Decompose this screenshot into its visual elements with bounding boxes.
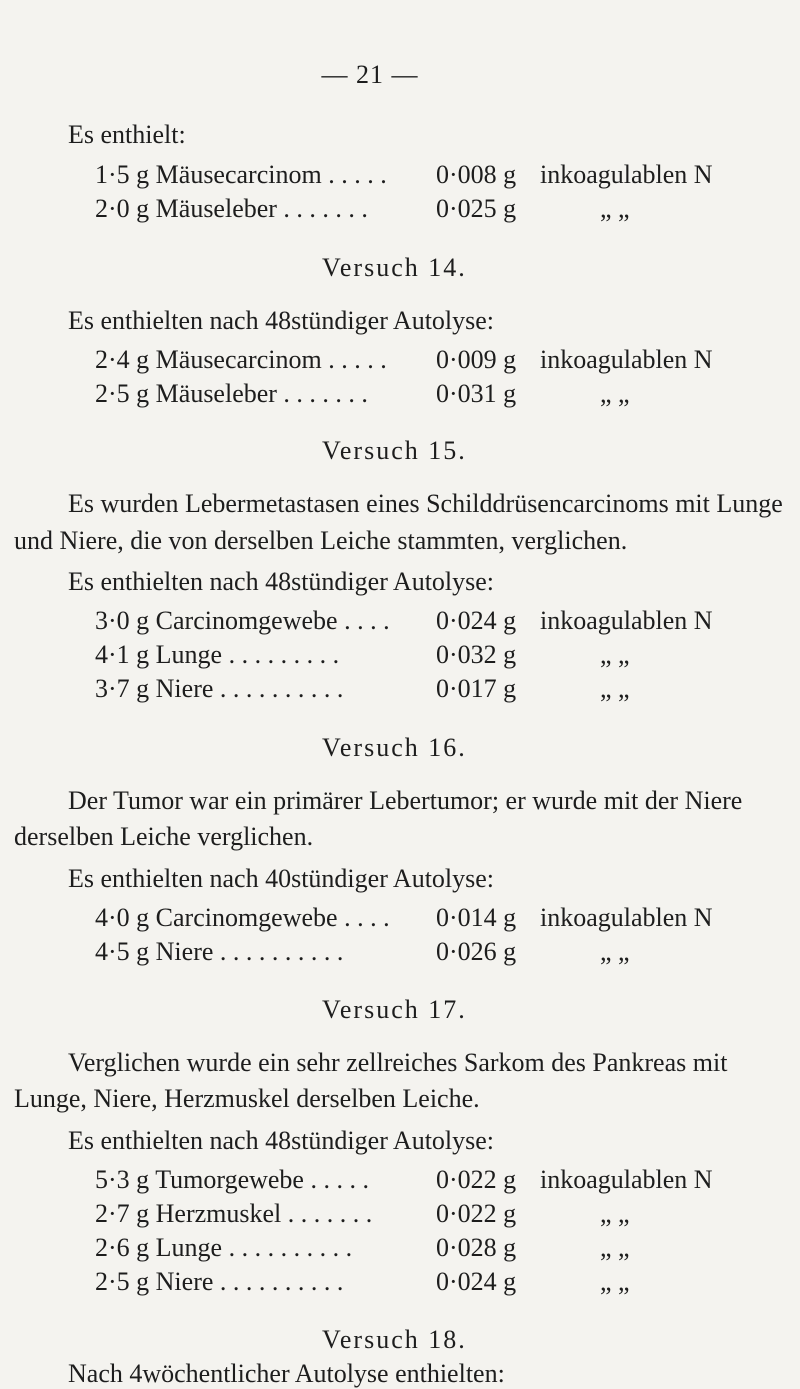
sample-label: 3·7 g Niere . . . . . . . . . .: [95, 674, 344, 703]
sample-value: 0·028 g: [436, 1233, 517, 1262]
sample-label: 4·5 g Niere . . . . . . . . . .: [95, 937, 344, 966]
intro-text: Es enthielten nach 48stündiger Autolyse:: [68, 306, 495, 335]
section-heading: Versuch 17.: [322, 995, 467, 1024]
sample-label: 2·7 g Herzmuskel . . . . . . .: [95, 1199, 373, 1228]
sample-value: 0·024 g: [436, 606, 517, 635]
paragraph-line: Der Tumor war ein primärer Lebertumor; er wurde mit der Niere: [68, 786, 743, 815]
table-row: [0, 937, 800, 967]
intro-text: Es enthielten nach 48stündiger Autolyse:: [68, 1126, 495, 1155]
sample-value: 0·025 g: [436, 194, 517, 223]
sample-label: 2·5 g Mäuseleber . . . . . . .: [95, 379, 368, 408]
paragraph-line: Lunge, Niere, Herzmuskel derselben Leiche.: [14, 1084, 480, 1113]
table-row: [0, 903, 800, 933]
table-row: [0, 1199, 800, 1229]
sample-value: 0·022 g: [436, 1165, 517, 1194]
section-heading: Versuch 14.: [322, 253, 467, 282]
paragraph-line: derselben Leiche verglichen.: [14, 822, 314, 851]
sample-label: 2·0 g Mäuseleber . . . . . . .: [95, 194, 368, 223]
sample-label: 5·3 g Tumorgewebe . . . . .: [95, 1165, 369, 1194]
sample-unit: „ „: [600, 937, 630, 966]
sample-label: 2·4 g Mäusecarcinom . . . . .: [95, 345, 387, 374]
paragraph-line: und Niere, die von derselben Leiche stammten, verglichen.: [14, 526, 628, 555]
sample-unit: „ „: [600, 1267, 630, 1296]
table-row: [0, 674, 800, 704]
sample-unit: „ „: [600, 1199, 630, 1228]
sample-unit: „ „: [600, 640, 630, 669]
intro-text: Nach 4wöchentlicher Autolyse enthielten:: [68, 1359, 505, 1388]
sample-value: 0·022 g: [436, 1199, 517, 1228]
table-row: [0, 640, 800, 670]
table-row: [0, 1267, 800, 1297]
sample-label: 4·0 g Carcinomgewebe . . . .: [95, 903, 390, 932]
table-row: [0, 1233, 800, 1263]
sample-value: 0·032 g: [436, 640, 517, 669]
intro-text: Es enthielten nach 48stündiger Autolyse:: [68, 567, 495, 596]
sample-unit: inkoagulablen N: [540, 160, 713, 189]
intro-text: Es enthielten nach 40stündiger Autolyse:: [68, 864, 495, 893]
sample-value: 0·024 g: [436, 1267, 517, 1296]
paragraph-line: Es wurden Lebermetastasen eines Schilddrüsencarcinoms mit Lunge: [68, 489, 783, 518]
sample-label: 3·0 g Carcinomgewebe . . . .: [95, 606, 390, 635]
sample-value: 0·026 g: [436, 937, 517, 966]
sample-value: 0·009 g: [436, 345, 517, 374]
table-row: [0, 379, 800, 409]
sample-value: 0·014 g: [436, 903, 517, 932]
paragraph-line: Verglichen wurde ein sehr zellreiches Sarkom des Pankreas mit: [68, 1048, 728, 1077]
sample-label: 2·6 g Lunge . . . . . . . . . .: [95, 1233, 353, 1262]
sample-value: 0·017 g: [436, 674, 517, 703]
table-row: [0, 345, 800, 375]
sample-unit: „ „: [600, 379, 630, 408]
sample-value: 0·031 g: [436, 379, 517, 408]
table-row: [0, 160, 800, 190]
page-number: — 21 —: [321, 60, 419, 89]
intro-text: Es enthielt:: [68, 120, 186, 149]
sample-label: 2·5 g Niere . . . . . . . . . .: [95, 1267, 344, 1296]
sample-label: 4·1 g Lunge . . . . . . . . .: [95, 640, 340, 669]
table-row: [0, 606, 800, 636]
sample-unit: inkoagulablen N: [540, 1165, 713, 1194]
table-row: [0, 194, 800, 224]
sample-unit: „ „: [600, 1233, 630, 1262]
section-heading: Versuch 16.: [322, 733, 467, 762]
sample-unit: „ „: [600, 674, 630, 703]
sample-unit: inkoagulablen N: [540, 345, 713, 374]
sample-unit: „ „: [600, 194, 630, 223]
sample-label: 1·5 g Mäusecarcinom . . . . .: [95, 160, 387, 189]
sample-unit: inkoagulablen N: [540, 903, 713, 932]
section-heading: Versuch 18.: [322, 1325, 467, 1354]
table-row: [0, 1165, 800, 1195]
section-heading: Versuch 15.: [322, 436, 467, 465]
sample-unit: inkoagulablen N: [540, 606, 713, 635]
sample-value: 0·008 g: [436, 160, 517, 189]
